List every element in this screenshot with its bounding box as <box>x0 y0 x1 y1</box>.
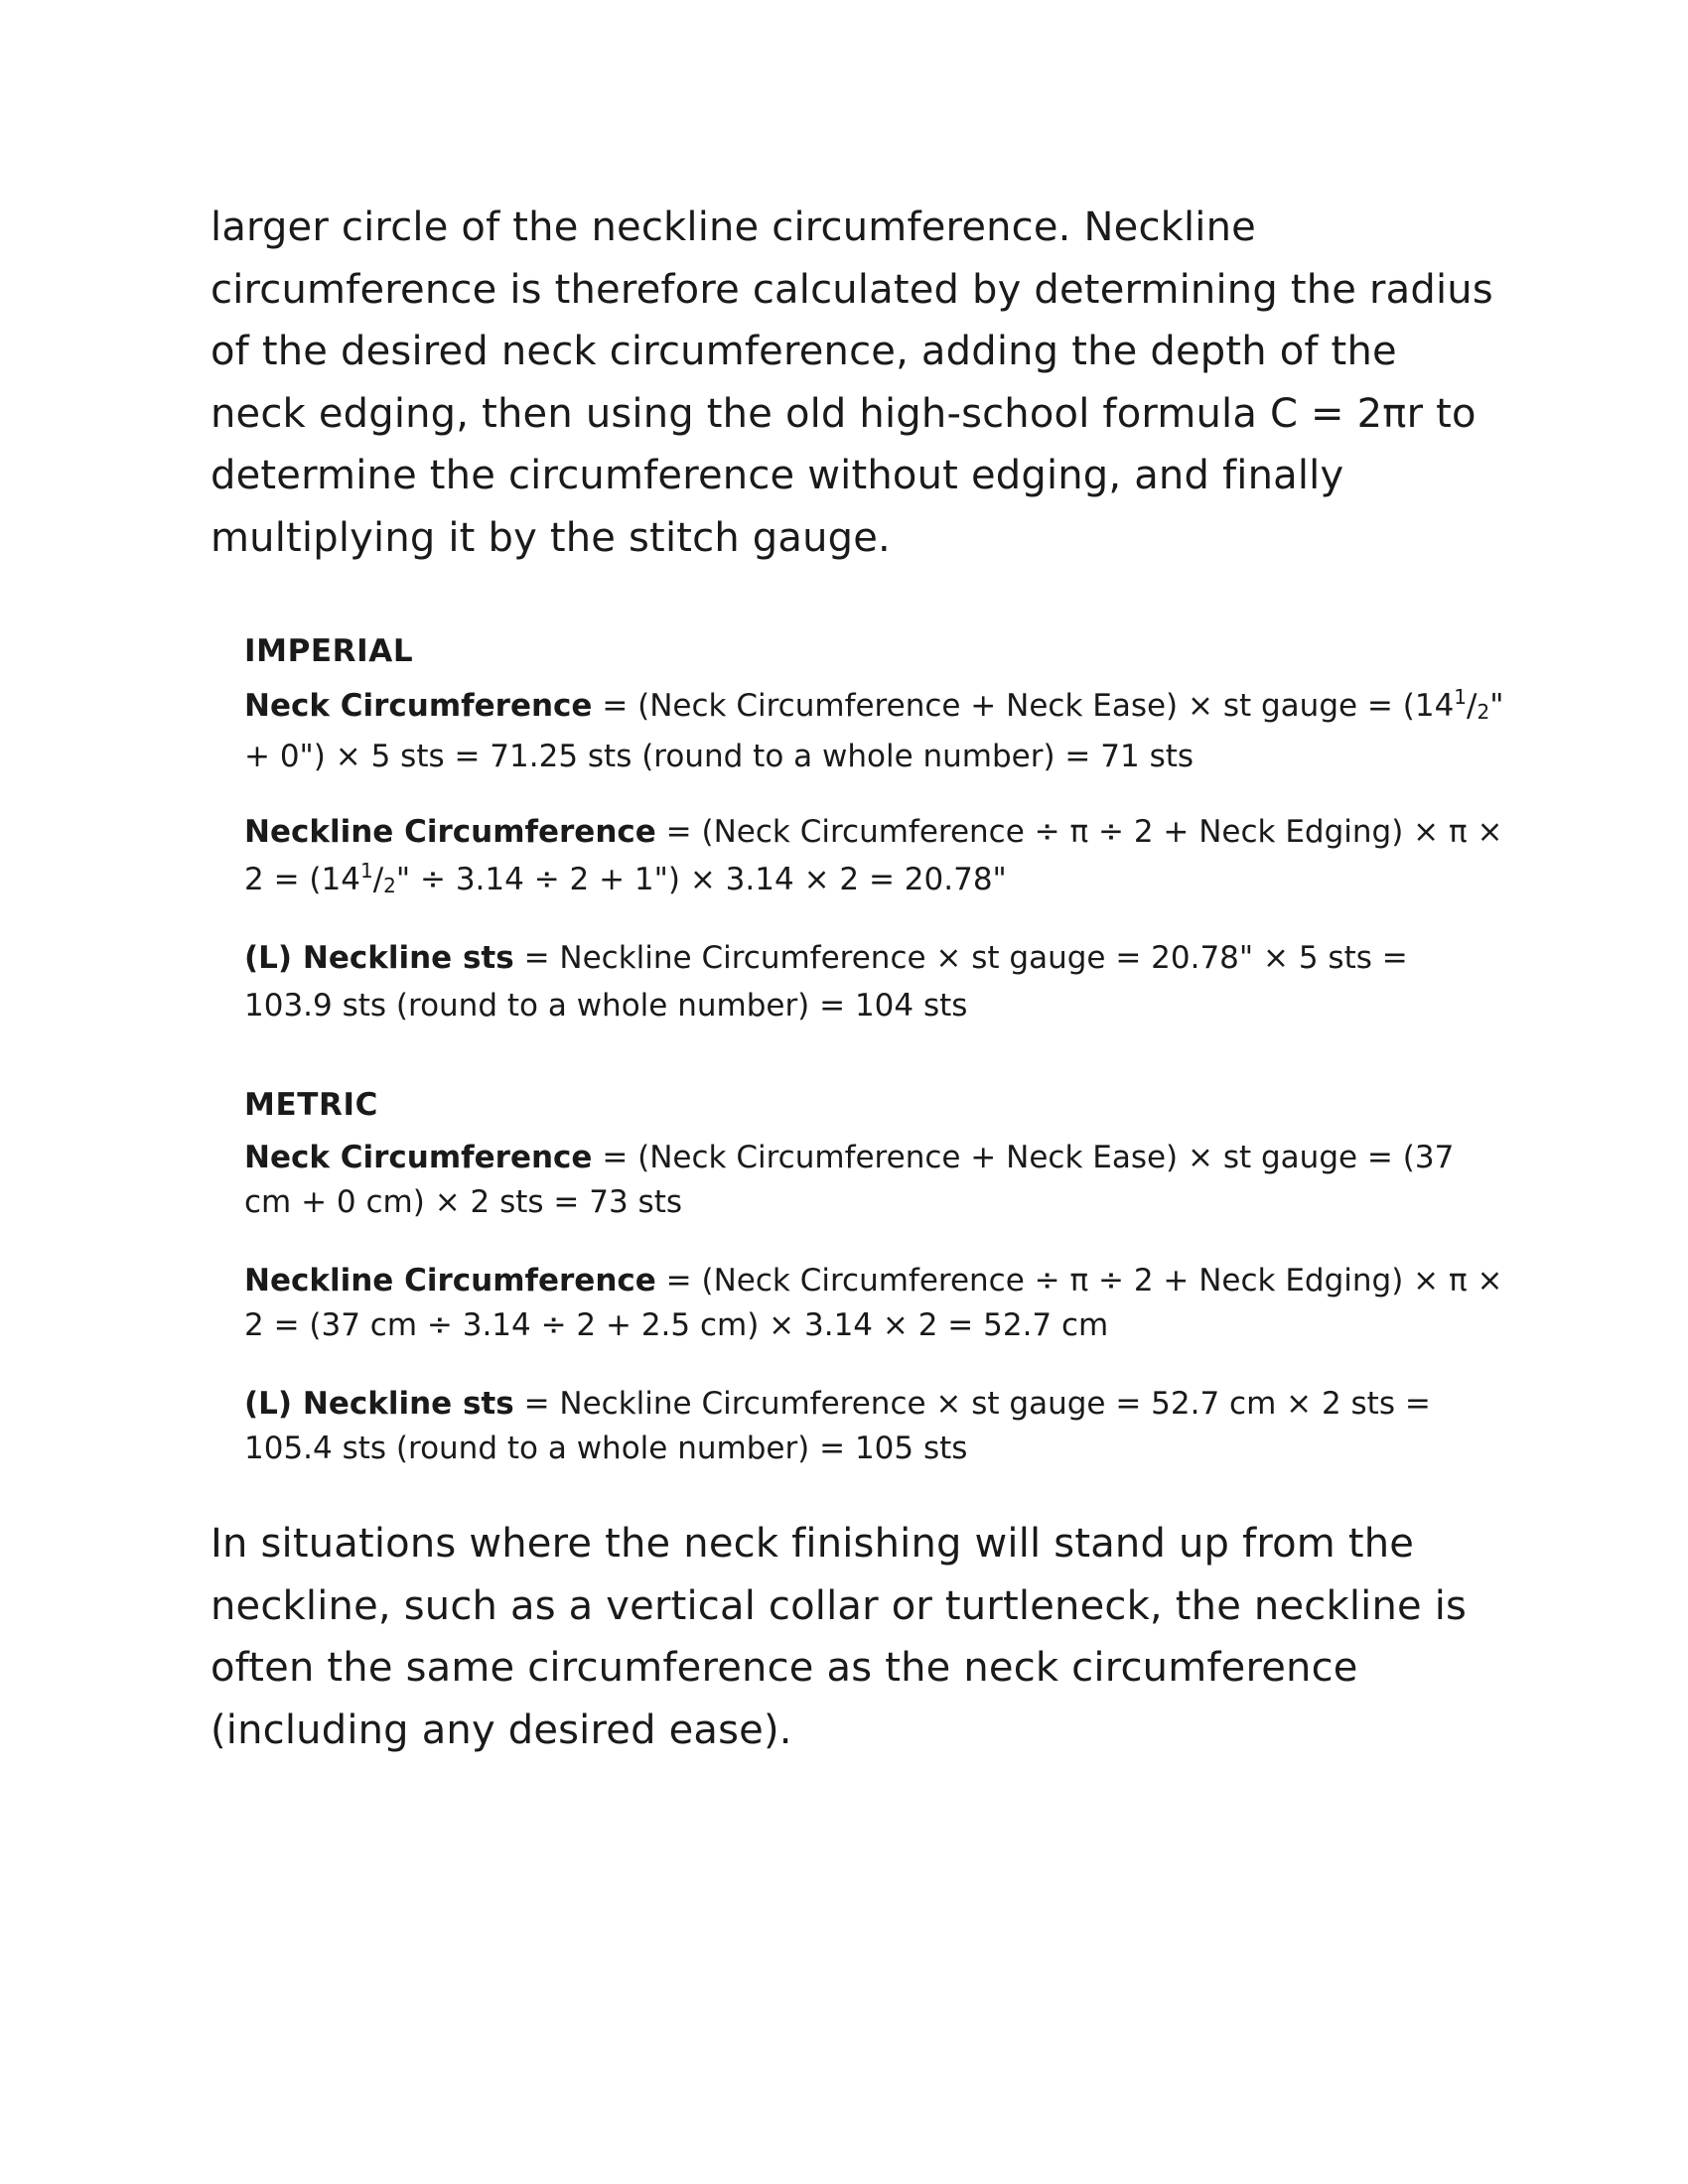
imperial-neckline-circumference-formula <box>244 808 1505 906</box>
formula-text: " + 0") × 5 sts = 71.25 sts (round to a whole number) = 71 sts <box>244 688 1504 774</box>
fraction-denominator: 2 <box>1477 700 1490 724</box>
formula-term: Neckline Circumference <box>244 1263 656 1298</box>
fraction-slash: / <box>372 862 384 897</box>
formula-text: = Neckline Circumference × st gauge = 52.7 cm × 2 sts = 105.4 sts (round to a whole number) = 105 sts <box>244 1386 1431 1466</box>
formula-text: = Neckline Circumference × st gauge = 20.78" × 5 sts = 103.9 sts (round to a whole number) = 104 sts <box>244 940 1408 1024</box>
fraction-numerator: 1 <box>359 859 373 883</box>
formula-term: (L) Neckline sts <box>244 940 514 976</box>
metric-neckline-circumference-formula <box>244 1259 1505 1348</box>
formula-text: = (Neck Circumference + Neck Ease) × st gauge = (14 <box>592 688 1455 724</box>
formula-text: = (Neck Circumference ÷ π ÷ 2 + Neck Edging) × π × 2 = (14 <box>244 814 1503 897</box>
formula-term: Neck Circumference <box>244 688 593 724</box>
imperial-section <box>244 629 1505 1057</box>
formula-text: = (Neck Circumference + Neck Ease) × st gauge = (37 cm + 0 cm) × 2 sts = 73 sts <box>244 1140 1455 1220</box>
formula-term: (L) Neckline sts <box>244 1386 514 1422</box>
metric-neckline-sts-formula <box>244 1382 1505 1471</box>
metric-neck-circumference-formula <box>244 1136 1505 1225</box>
intro-paragraph: larger circle of the neckline circumference. Neckline circumference is therefore calculated by determining the radius of the desired neck circumference, adding the depth of the neck edging, then using the old high-school formula C = 2πr to determine the circumference without edging, and finally multiplying it by the stitch gauge. <box>211 205 1493 561</box>
imperial-heading: IMPERIAL <box>244 633 414 669</box>
outro-paragraph: In situations where the neck finishing will stand up from the neckline, such as a vertical collar or turtleneck, the neckline is often the same circumference as the neck circumference (including any desired ease). <box>211 1521 1468 1753</box>
fraction-slash: / <box>1467 688 1477 724</box>
formula-term: Neck Circumference <box>244 1140 593 1175</box>
fraction-numerator: 1 <box>1454 685 1468 709</box>
fraction-denominator: 2 <box>383 874 396 897</box>
formula-text: = (Neck Circumference ÷ π ÷ 2 + Neck Edging) × π × 2 = (37 cm ÷ 3.14 ÷ 2 + 2.5 cm) × 3.14 × 2 = 52.7 cm <box>244 1263 1503 1343</box>
imperial-neckline-sts-formula <box>244 934 1505 1029</box>
formula-text: " ÷ 3.14 ÷ 2 + 1") × 3.14 × 2 = 20.78" <box>395 862 1007 897</box>
imperial-neck-circumference-formula <box>244 682 1505 780</box>
metric-section <box>244 1083 1505 1505</box>
metric-heading: METRIC <box>244 1087 378 1123</box>
formula-term: Neckline Circumference <box>244 814 656 850</box>
